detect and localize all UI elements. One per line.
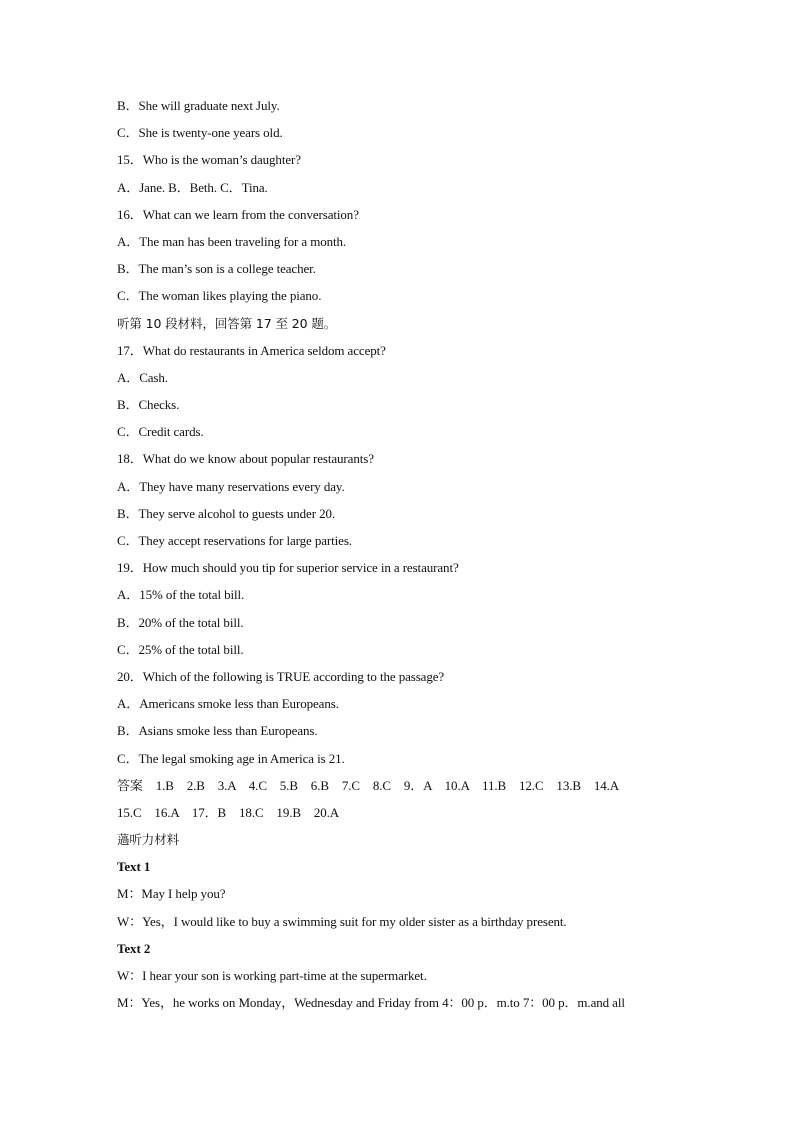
- text-line: C．She is twenty-one years old.: [117, 125, 283, 141]
- text-line: C．25% of the total bill.: [117, 641, 244, 657]
- text-line: B．20% of the total bill.: [117, 614, 244, 630]
- text-line: 20．Which of the following is TRUE according to the passage?: [117, 668, 445, 684]
- text-line: A．Cash.: [117, 369, 168, 385]
- text-line: B．The man’s son is a college teacher.: [117, 261, 316, 277]
- text-line: B．Checks.: [117, 397, 180, 413]
- text-line: A．The man has been traveling for a month.: [117, 233, 347, 249]
- text-line: A．Americans smoke less than Europeans.: [117, 696, 339, 712]
- text-line: M：May I help you?: [117, 886, 226, 902]
- text-line: 19．How much should you tip for superior service in a restaurant?: [117, 560, 459, 576]
- text-line: 听第 10 段材料，回答第 17 至 20 题。: [117, 315, 337, 331]
- text-line: 薖听力材料: [117, 832, 180, 848]
- text-line: C．The woman likes playing the piano.: [117, 288, 322, 304]
- text-line: 15.C 16.A 17．B 18.C 19.B 20.A: [117, 804, 340, 820]
- text-line: W：I hear your son is working part-time at the supermarket.: [117, 968, 427, 983]
- text-line: 16．What can we learn from the conversation?: [117, 206, 359, 222]
- text-line: A．15% of the total bill.: [117, 587, 245, 603]
- text-line: C．They accept reservations for large parties.: [117, 533, 352, 548]
- text-line: A．Jane. B．Beth. C．Tina.: [117, 179, 268, 195]
- text-line: 18．What do we know about popular restaurants?: [117, 451, 374, 467]
- text-line: W：Yes，I would like to buy a swimming suit for my older sister as a birthday present.: [117, 913, 567, 929]
- text-line: B．Asians smoke less than Europeans.: [117, 723, 318, 739]
- text-line: B．They serve alcohol to guests under 20.: [117, 505, 336, 521]
- text-line: C．The legal smoking age in America is 21.: [117, 750, 345, 766]
- text-line: C．Credit cards.: [117, 424, 204, 440]
- section-heading: Text 2: [117, 940, 151, 956]
- text-line: A．They have many reservations every day.: [117, 478, 345, 494]
- text-line: B．She will graduate next July.: [117, 98, 280, 113]
- document-page: [117, 92, 717, 1016]
- text-line: M：Yes，he works on Monday，Wednesday and Friday from 4：00 p．m.to 7：00 p．m.and all: [117, 995, 625, 1011]
- text-line: 答案 1.B 2.B 3.A 4.C 5.B 6.B 7.C 8.C 9．A 10.A 11.B 12.C 13.B 14.A: [117, 777, 620, 793]
- section-heading: Text 1: [117, 859, 151, 875]
- text-line: 17．What do restaurants in America seldom accept?: [117, 342, 386, 358]
- text-line: 15．Who is the woman’s daughter?: [117, 152, 301, 168]
